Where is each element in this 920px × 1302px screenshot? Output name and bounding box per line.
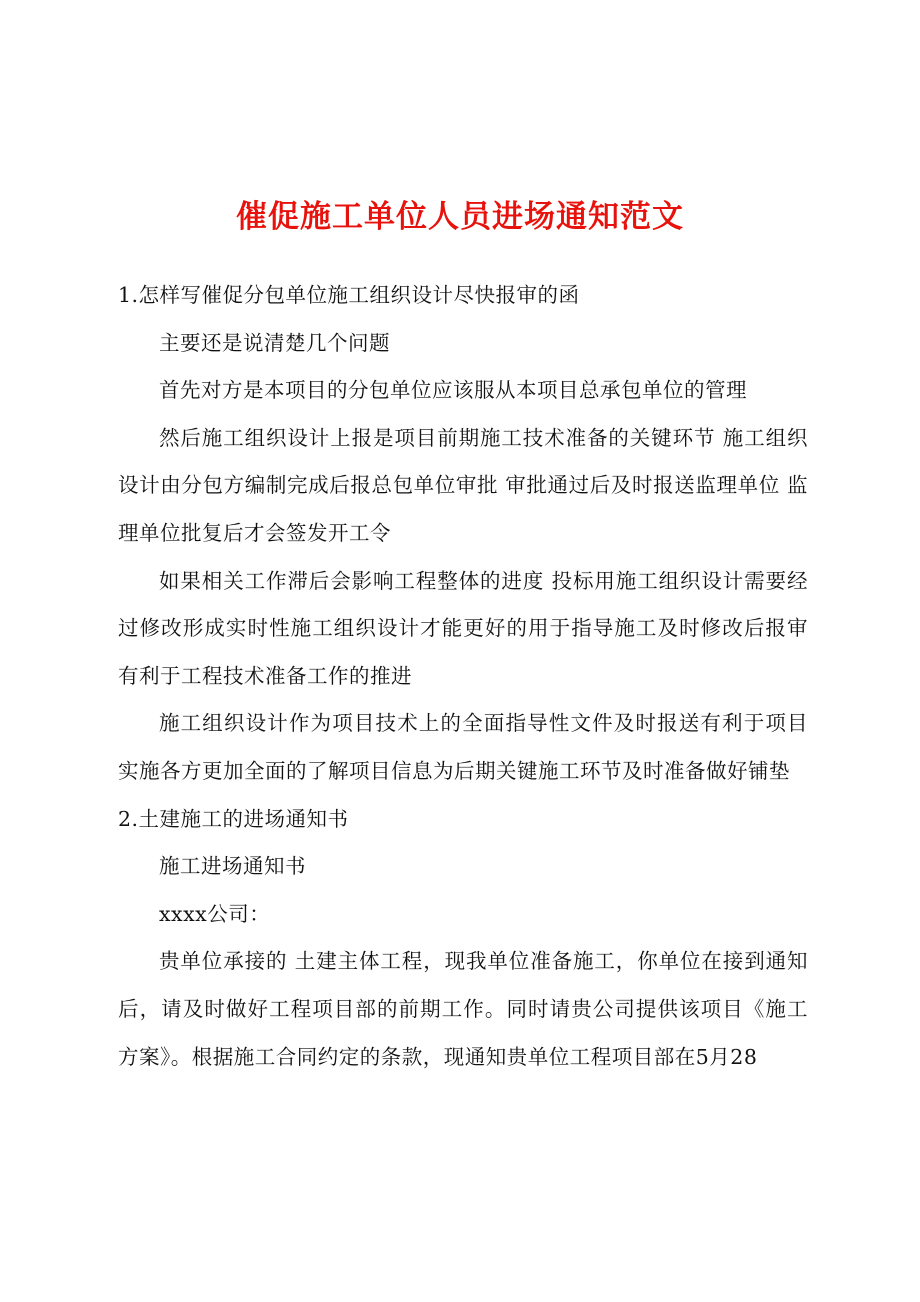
section-heading-1: 1.怎样写催促分包单位施工组织设计尽快报审的函 [118,283,580,307]
notice-body: 贵单位承接的 土建主体工程，现我单位准备施工，你单位在接到通知后，请及时做好工程项目部的前期工作。同时请贵公司提供该项目《施工方案》。根据施工合同约定的条款，现通知贵单位工程项目部在5月28 [118,949,808,1069]
document-title: 催促施工单位人员进场通知范文 [236,199,684,235]
paragraph: 首先对方是本项目的分包单位应该服从本项目总承包单位的管理 [159,378,747,403]
section-heading-2: 2.土建施工的进场通知书 [118,806,349,831]
notice-recipient: xxxx公司： [159,901,271,926]
document-body [118,272,808,1081]
paragraph: 主要还是说清楚几个问题 [159,330,390,355]
paragraph: 如果相关工作滞后会影响工程整体的进度 投标用施工组织设计需要经过修改形成实时性施工组织设计才能更好的用于指导施工及时修改后报审有利于工程技术准备工作的推进 [118,568,808,688]
paragraph: 施工组织设计作为项目技术上的全面指导性文件及时报送有利于项目实施各方更加全面的了解项目信息为后期关键施工环节及时准备做好铺垫 [118,711,808,783]
notice-title: 施工进场通知书 [159,854,306,879]
paragraph: 然后施工组织设计上报是项目前期施工技术准备的关键环节 施工组织设计由分包方编制完成后报总包单位审批 审批通过后及时报送监理单位 监理单位批复后才会签发开工令 [118,425,808,545]
